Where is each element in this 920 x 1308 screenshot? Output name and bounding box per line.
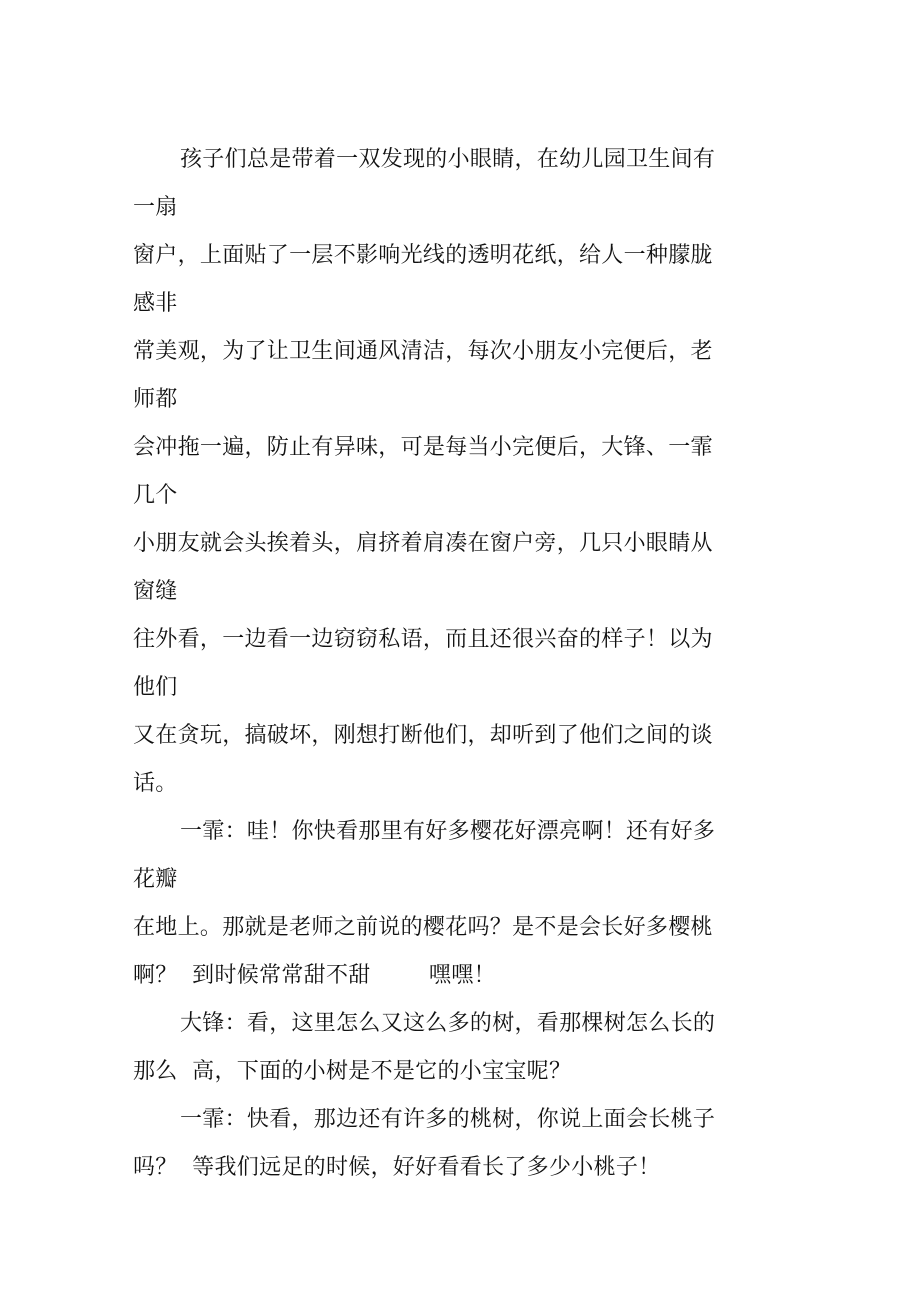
paragraph-line: 孩子们总是带着一双发现的小眼睛，在幼儿园卫生间有 <box>180 147 716 172</box>
paragraph-line: 他们 <box>133 675 178 700</box>
paragraph-line: 感非 <box>133 291 178 316</box>
paragraph-line: 师都 <box>133 387 178 412</box>
dialogue-line: 那么 高，下面的小树是不是它的小宝宝呢？ <box>133 1059 572 1084</box>
paragraph-line: 窗户，上面贴了一层不影响光线的透明花纸，给人一种朦胧 <box>133 243 713 268</box>
paragraph-line: 会冲拖一遍，防止有异味，可是每当小完便后，大锋、一霏 <box>133 435 713 460</box>
dialogue-line: 花瓣 <box>133 867 178 892</box>
dialogue-line: 啊？ 到时候常常甜不甜 嘿嘿！ <box>133 963 496 988</box>
dialogue-line: 大锋：看，这里怎么又这么多的树，看那棵树怎么长的 <box>180 1011 716 1036</box>
dialogue-line: 在地上。那就是老师之前说的樱花吗？是不是会长好多樱桃 <box>133 915 713 940</box>
paragraph-line: 常美观，为了让卫生间通风清洁，每次小朋友小完便后，老 <box>133 339 713 364</box>
paragraph-line: 又在贪玩，搞破坏，刚想打断他们，却听到了他们之间的谈 <box>133 723 713 748</box>
paragraph-line: 往外看，一边看一边窃窃私语，而且还很兴奋的样子！以为 <box>133 627 713 652</box>
paragraph-line: 话。 <box>133 771 178 796</box>
dialogue-line: 一霏：快看，那边还有许多的桃树，你说上面会长桃子 <box>180 1107 716 1132</box>
dialogue-line: 一霏：哇！你快看那里有好多樱花好漂亮啊！还有好多 <box>180 819 716 844</box>
paragraph-line: 小朋友就会头挨着头，肩挤着肩凑在窗户旁，几只小眼睛从 <box>133 531 713 556</box>
dialogue-line: 吗？ 等我们远足的时候，好好看看长了多少小桃子！ <box>133 1155 661 1180</box>
paragraph-line: 一扇 <box>133 195 178 220</box>
paragraph-line: 窗缝 <box>133 579 178 604</box>
paragraph-line: 几个 <box>133 483 178 508</box>
